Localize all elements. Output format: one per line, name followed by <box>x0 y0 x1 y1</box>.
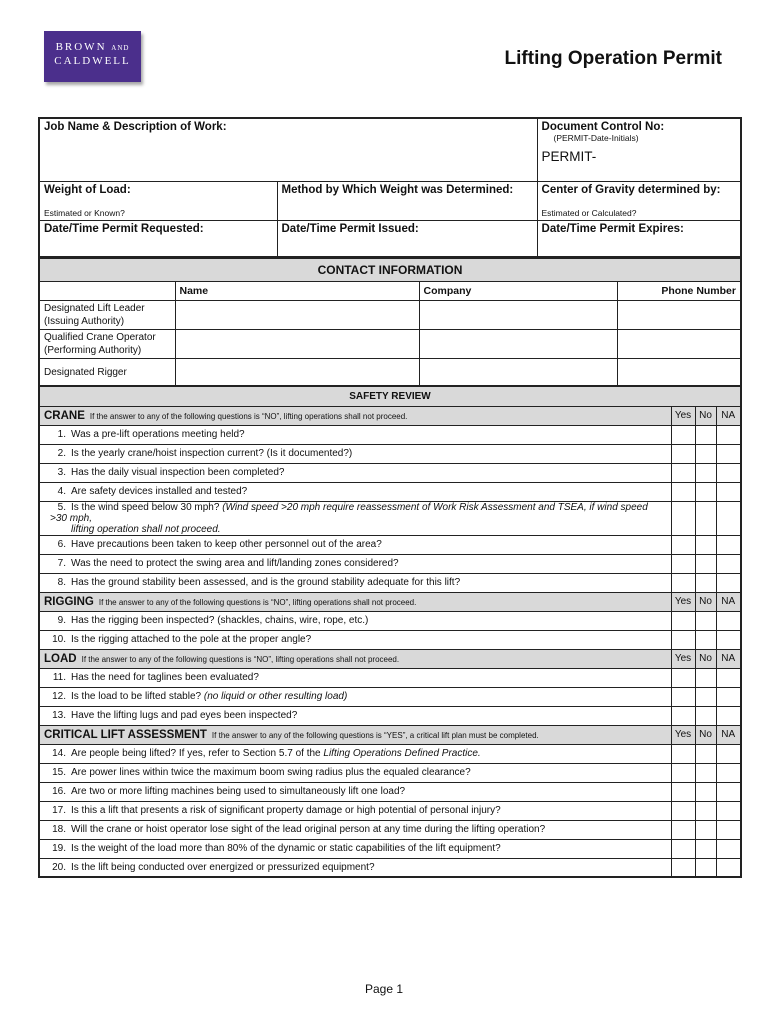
question-text: Are two or more lifting machines being used to simultaneously lift one load? <box>71 786 406 797</box>
na-column-header: NA <box>716 406 741 425</box>
question-number: 18. <box>52 824 66 835</box>
na-checkbox[interactable] <box>716 763 741 782</box>
question-note: (Wind speed >20 mph require reassessment of Work Risk Assessment and TSEA, if wind speed >30 mph, <box>50 501 648 524</box>
no-checkbox[interactable] <box>695 630 716 649</box>
question-number: 5. <box>57 501 66 513</box>
na-checkbox[interactable] <box>716 463 741 482</box>
yes-checkbox[interactable] <box>671 706 695 725</box>
na-checkbox[interactable] <box>716 839 741 858</box>
question-number: 13. <box>52 710 66 721</box>
section-note: If the answer to any of the following questions is “NO”, lifting operations shall not proceed. <box>98 597 417 607</box>
na-checkbox[interactable] <box>716 630 741 649</box>
yes-column-header: Yes <box>671 406 695 425</box>
question-row <box>39 668 741 687</box>
center-of-gravity-field[interactable]: Center of Gravity determined by: Estimated or Calculated? <box>537 181 741 220</box>
question-row <box>39 463 741 482</box>
yes-column-header: Yes <box>671 592 695 611</box>
no-checkbox[interactable] <box>695 611 716 630</box>
question-row <box>39 554 741 573</box>
na-checkbox[interactable] <box>716 744 741 763</box>
question-number: 6. <box>57 539 66 550</box>
rigging-section-header <box>39 592 741 611</box>
weight-method-field[interactable]: Method by Which Weight was Determined: <box>277 181 537 220</box>
question-row <box>39 573 741 592</box>
brown-and-caldwell-logo: BROWN AND CALDWELL <box>44 31 141 82</box>
question-text: Is the lift being conducted over energized or pressurized equipment? <box>71 861 375 873</box>
question-row <box>39 611 741 630</box>
crane-operator-name[interactable] <box>175 329 419 358</box>
na-column-header: NA <box>716 725 741 744</box>
na-checkbox[interactable] <box>716 706 741 725</box>
yes-checkbox[interactable] <box>671 782 695 801</box>
na-checkbox[interactable] <box>716 782 741 801</box>
no-checkbox[interactable] <box>695 782 716 801</box>
question-text: Will the crane or hoist operator lose sight of the lead original person at any time during the lifting operation? <box>71 824 546 835</box>
yes-checkbox[interactable] <box>671 630 695 649</box>
no-checkbox[interactable] <box>695 501 716 535</box>
yes-checkbox[interactable] <box>671 611 695 630</box>
section-note: If the answer to any of the following questions is “YES”, a critical lift plan must be completed. <box>211 730 539 740</box>
question-number: 3. <box>57 467 66 478</box>
question-row <box>39 630 741 649</box>
rigger-company[interactable] <box>419 358 617 387</box>
date-issued-field[interactable]: Date/Time Permit Issued: <box>277 220 537 257</box>
crane-operator-company[interactable] <box>419 329 617 358</box>
question-text: Is the wind speed below 30 mph? <box>71 501 220 513</box>
question-text: Has the need for taglines been evaluated? <box>71 672 259 683</box>
role-lift-leader: Designated Lift Leader (Issuing Authority) <box>39 300 175 329</box>
yes-checkbox[interactable] <box>671 573 695 592</box>
no-checkbox[interactable] <box>695 839 716 858</box>
na-checkbox[interactable] <box>716 501 741 535</box>
crane-section-header <box>39 406 741 425</box>
question-text: Is this a lift that presents a risk of significant property damage or high potential of personal injury? <box>71 805 501 816</box>
question-number: 1. <box>57 429 66 440</box>
yes-checkbox[interactable] <box>671 444 695 463</box>
yes-checkbox[interactable] <box>671 763 695 782</box>
na-checkbox[interactable] <box>716 535 741 554</box>
no-checkbox[interactable] <box>695 744 716 763</box>
no-checkbox[interactable] <box>695 482 716 501</box>
no-column-header: No <box>695 649 716 668</box>
question-row <box>39 858 741 877</box>
question-row <box>39 482 741 501</box>
yes-column-header: Yes <box>671 725 695 744</box>
question-text: Is the weight of the load more than 80% of the dynamic or static capabilities of the lift equipment? <box>71 843 501 854</box>
no-checkbox[interactable] <box>695 573 716 592</box>
page-number: Page 1 <box>364 982 404 996</box>
question-number: 19. <box>52 843 66 854</box>
question-note: Lifting Operations Defined Practice. <box>323 748 481 759</box>
question-number: 12. <box>52 691 66 702</box>
yes-checkbox[interactable] <box>671 687 695 706</box>
yes-checkbox[interactable] <box>671 668 695 687</box>
question-text: Are power lines within twice the maximum boom swing radius plus the equaled clearance? <box>71 767 471 778</box>
na-checkbox[interactable] <box>716 801 741 820</box>
yes-checkbox[interactable] <box>671 554 695 573</box>
no-checkbox[interactable] <box>695 801 716 820</box>
load-section-header <box>39 649 741 668</box>
question-number: 8. <box>57 577 66 588</box>
yes-checkbox[interactable] <box>671 425 695 444</box>
question-text: Is the load to be lifted stable? <box>71 691 202 702</box>
question-note-cont: lifting operation shall not proceed. <box>71 523 221 535</box>
permit-header-table <box>38 117 742 258</box>
no-checkbox[interactable] <box>695 554 716 573</box>
lift-leader-phone[interactable] <box>617 300 741 329</box>
document-control-field[interactable]: Document Control No: (PERMIT-Date-Initials) PERMIT- <box>537 118 741 181</box>
question-number: 7. <box>57 558 66 569</box>
weight-of-load-field[interactable]: Weight of Load: Estimated or Known? <box>39 181 277 220</box>
yes-checkbox[interactable] <box>671 463 695 482</box>
col-company: Company <box>419 281 617 300</box>
section-title: CRITICAL LIFT ASSESSMENT <box>44 728 207 741</box>
date-expires-field[interactable]: Date/Time Permit Expires: <box>537 220 741 257</box>
question-row <box>39 839 741 858</box>
question-number: 9. <box>57 615 66 626</box>
question-row <box>39 444 741 463</box>
lift-leader-company[interactable] <box>419 300 617 329</box>
section-title: CRANE <box>44 409 85 422</box>
question-number: 16. <box>52 786 66 797</box>
role-rigger: Designated Rigger <box>39 358 175 387</box>
na-checkbox[interactable] <box>716 858 741 877</box>
question-row <box>39 501 741 535</box>
question-number: 2. <box>57 448 66 459</box>
no-checkbox[interactable] <box>695 535 716 554</box>
no-checkbox[interactable] <box>695 463 716 482</box>
question-row <box>39 782 741 801</box>
section-note: If the answer to any of the following questions is “NO”, lifting operations shall not proceed. <box>89 411 408 421</box>
yes-checkbox[interactable] <box>671 820 695 839</box>
contact-heading: CONTACT INFORMATION <box>39 258 741 281</box>
question-text: Are safety devices installed and tested? <box>71 486 248 497</box>
na-checkbox[interactable] <box>716 611 741 630</box>
na-checkbox[interactable] <box>716 687 741 706</box>
no-checkbox[interactable] <box>695 425 716 444</box>
page-title: Lifting Operation Permit <box>504 48 722 69</box>
col-phone: Phone Number <box>617 281 741 300</box>
na-column-header: NA <box>716 649 741 668</box>
no-checkbox[interactable] <box>695 820 716 839</box>
safety-heading: SAFETY REVIEW <box>39 386 741 406</box>
no-checkbox[interactable] <box>695 706 716 725</box>
na-checkbox[interactable] <box>716 554 741 573</box>
question-row <box>39 706 741 725</box>
no-checkbox[interactable] <box>695 444 716 463</box>
na-checkbox[interactable] <box>716 668 741 687</box>
na-column-header: NA <box>716 592 741 611</box>
critical-lift-section-header <box>39 725 741 744</box>
col-name: Name <box>175 281 419 300</box>
document-control-value: PERMIT- <box>541 149 597 164</box>
question-row <box>39 820 741 839</box>
yes-checkbox[interactable] <box>671 535 695 554</box>
date-requested-field[interactable]: Date/Time Permit Requested: <box>39 220 277 257</box>
question-number: 10. <box>52 634 66 645</box>
question-number: 20. <box>52 861 66 873</box>
no-checkbox[interactable] <box>695 763 716 782</box>
question-text: Is the rigging attached to the pole at the proper angle? <box>71 634 312 645</box>
yes-checkbox[interactable] <box>671 482 695 501</box>
yes-checkbox[interactable] <box>671 801 695 820</box>
yes-column-header: Yes <box>671 649 695 668</box>
question-row <box>39 687 741 706</box>
yes-checkbox[interactable] <box>671 839 695 858</box>
section-title: RIGGING <box>44 595 94 608</box>
no-column-header: No <box>695 725 716 744</box>
no-checkbox[interactable] <box>695 668 716 687</box>
question-row <box>39 801 741 820</box>
question-text: Have precautions been taken to keep other personnel out of the area? <box>71 539 382 550</box>
question-note: (no liquid or other resulting load) <box>203 691 348 702</box>
na-checkbox[interactable] <box>716 573 741 592</box>
no-column-header: No <box>695 406 716 425</box>
question-number: 17. <box>52 805 66 816</box>
section-title: LOAD <box>44 652 77 665</box>
question-text: Are people being lifted? If yes, refer to Section 5.7 of the <box>71 748 321 759</box>
section-note: If the answer to any of the following questions is “NO”, lifting operations shall not proceed. <box>81 654 400 664</box>
yes-checkbox[interactable] <box>671 744 695 763</box>
lift-leader-name[interactable] <box>175 300 419 329</box>
question-row <box>39 425 741 444</box>
question-row <box>39 763 741 782</box>
question-number: 11. <box>52 672 66 683</box>
question-text: Has the daily visual inspection been completed? <box>71 467 285 478</box>
question-text: Has the ground stability been assessed, and is the ground stability adequate for this lift? <box>71 577 461 588</box>
question-text: Is the yearly crane/hoist inspection current? (Is it documented?) <box>71 448 353 459</box>
question-text: Was the need to protect the swing area and lift/landing zones considered? <box>71 558 399 569</box>
question-number: 14. <box>52 748 66 759</box>
yes-checkbox[interactable] <box>671 501 695 535</box>
rigger-phone[interactable] <box>617 358 741 387</box>
yes-checkbox[interactable] <box>671 858 695 877</box>
contact-information-table <box>38 257 742 388</box>
no-column-header: No <box>695 592 716 611</box>
rigger-name[interactable] <box>175 358 419 387</box>
question-text: Was a pre-lift operations meeting held? <box>71 429 245 440</box>
question-number: 4. <box>57 486 66 497</box>
na-checkbox[interactable] <box>716 482 741 501</box>
question-row <box>39 744 741 763</box>
job-description-field[interactable]: Job Name & Description of Work: <box>39 118 537 181</box>
no-checkbox[interactable] <box>695 687 716 706</box>
na-checkbox[interactable] <box>716 425 741 444</box>
na-checkbox[interactable] <box>716 444 741 463</box>
question-number: 15. <box>52 767 66 778</box>
question-row <box>39 535 741 554</box>
na-checkbox[interactable] <box>716 820 741 839</box>
question-text: Has the rigging been inspected? (shackles, chains, wire, rope, etc.) <box>71 615 369 626</box>
crane-operator-phone[interactable] <box>617 329 741 358</box>
question-text: Have the lifting lugs and pad eyes been inspected? <box>71 710 298 721</box>
no-checkbox[interactable] <box>695 858 716 877</box>
safety-review-table <box>38 385 742 878</box>
role-crane-operator: Qualified Crane Operator (Performing Authority) <box>39 329 175 358</box>
